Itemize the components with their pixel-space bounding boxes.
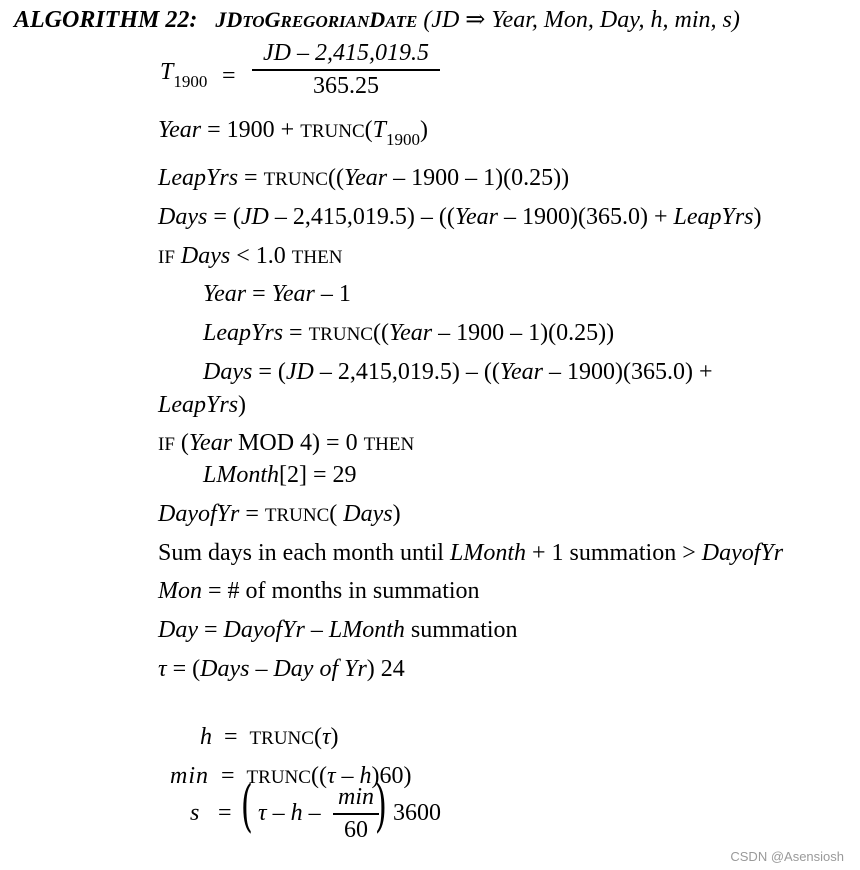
algorithm-title <box>14 8 740 32</box>
tau-equation: τ = (Days – Day of Yr) 24 <box>158 656 405 682</box>
min-equation: min = TRUNC((τ – h)60) <box>170 763 412 789</box>
days-equation: Days = (JD – 2,415,019.5) – ((Year – 1900)(365.0) + LeapYrs) <box>158 204 762 230</box>
h-equation: h = TRUNC(τ) <box>200 724 339 750</box>
s-inner-expression: τ – h – <box>258 800 321 826</box>
leapyrs-equation-2: LeapYrs = TRUNC((Year – 1900 – 1)(0.25)) <box>203 320 615 346</box>
s-right-paren: ) <box>374 774 387 839</box>
s-fraction-denominator: 60 <box>344 817 368 843</box>
t1900-equals: = <box>222 63 236 89</box>
year-equation: Year = $1900 + TRUNC(T_{1900})$ <box>158 117 428 149</box>
dayofyr-equation: DayofYr = TRUNC( Days) <box>158 501 401 527</box>
sum-days-step: Sum days in each month until LMonth + 1 summation > DayofYr <box>158 540 784 566</box>
fraction-bar <box>333 813 379 815</box>
t1900-numerator: JD – 2,415,019.5 <box>263 40 429 66</box>
leapyrs-equation: LeapYrs = TRUNC((Year – 1900 – 1)(0.25)) <box>158 165 570 191</box>
days-equation-2: Days = (JD – 2,415,019.5) – ((Year – 1900)(365.0) + <box>203 359 713 385</box>
t1900-denominator: 365.25 <box>313 73 379 99</box>
year-decrement: Year = Year – 1 <box>203 281 351 307</box>
t1900-fraction <box>252 40 440 100</box>
s-multiplier: 3600 <box>393 800 441 826</box>
if-days-condition: IF Days < 1.0 THEN <box>158 243 343 269</box>
if-leap-condition: IF (Year MOD 4) = 0 THEN <box>158 430 415 456</box>
function-name: JDTOGREGORIANDATE <box>215 7 418 32</box>
s-left-paren: ( <box>240 774 253 839</box>
lmonth-assignment: LMonth[2] = 29 <box>203 462 357 488</box>
watermark: CSDN @Asensiosh <box>730 849 844 864</box>
fraction-bar <box>252 69 440 71</box>
s-fraction-numerator: min <box>338 784 374 810</box>
day-equation: Day = DayofYr – LMonth summation <box>158 617 518 643</box>
s-fraction <box>333 784 379 844</box>
mon-equation: Mon = # of months in summation <box>158 578 480 604</box>
s-lhs: s <box>190 800 200 826</box>
function-args: (JD ⇒ Year, Mon, Day, h, min, s) <box>423 7 740 33</box>
s-equals: = <box>218 800 232 826</box>
algorithm-number: ALGORITHM 22: <box>14 7 198 33</box>
days-equation-2-continued: LeapYrs) <box>158 392 247 418</box>
t1900-lhs: $T_{1900}$ <box>160 59 208 91</box>
